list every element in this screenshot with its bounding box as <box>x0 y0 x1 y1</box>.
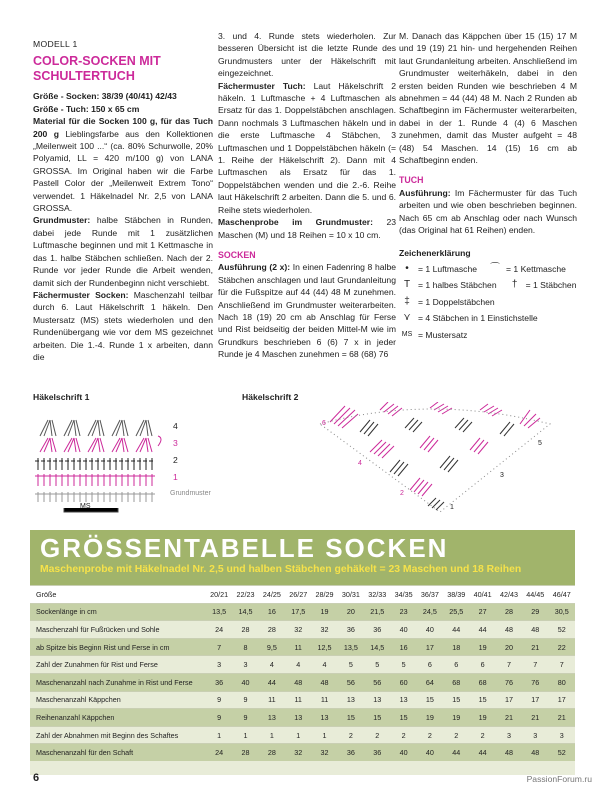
table-cell: 32 <box>285 744 311 761</box>
shawl-execution-text: Im Fächermuster für das Tuch arbeiten und wie oben beschrieben beginnen. Nach 65 cm ab Anschlag oder nach Wunsch (das Original hat 61 Reihen) enden. <box>399 187 578 236</box>
row-label: ab Spitze bis Beginn Rist und Ferse in cm <box>30 638 206 656</box>
table-cell: 13 <box>259 709 285 727</box>
table-cell: 29 <box>522 603 548 621</box>
table-cell: 20/21 <box>206 586 232 604</box>
double-crochet-icon: † <box>511 279 518 291</box>
table-cell: 23 <box>390 603 416 621</box>
column-3 <box>399 30 577 341</box>
table-cell: 24 <box>206 621 232 639</box>
fan-pattern-shawl-label: Fächermuster Tuch: <box>218 80 306 91</box>
table-cell: 26/27 <box>285 586 311 604</box>
legend-title: Zeichenerklärung <box>399 247 471 258</box>
diagram-2-row-3: 3 <box>500 472 504 479</box>
table-cell: 34/35 <box>390 586 416 604</box>
table-cell: 40 <box>232 673 258 691</box>
table-cell: 19 <box>417 709 443 727</box>
table-cell: 48 <box>496 621 522 639</box>
table-cell: 52 <box>548 744 575 761</box>
table-cell: 9 <box>232 691 258 709</box>
table-cell: 7 <box>496 656 522 674</box>
legend-item-double: † = 1 Stäbchen <box>507 279 577 291</box>
table-cell: 6 <box>469 656 495 674</box>
table-cell: 17,5 <box>285 603 311 621</box>
row-label: Maschenanzahl Käppchen <box>30 691 206 709</box>
table-cell: 13,5 <box>206 603 232 621</box>
table-cell: 4 <box>259 656 285 674</box>
table-cell: 19 <box>311 603 337 621</box>
fan-pattern-socks-text: Maschenzahl teilbar durch 6. Laut Häkelschrift 1 häkeln. Den Mustersatz (MS) stets wiederholen und den Rundenübergang wie vor dem MS gezeichnet arbeiten. Die 1.-4. Runde 1 x arbeiten, dann die <box>33 289 214 362</box>
table-cell: 13 <box>364 691 390 709</box>
table-row <box>30 656 575 674</box>
fan-pattern-socks-label: Fächermuster Socken: <box>33 289 129 300</box>
diagram-2-row-1: 1 <box>450 504 454 511</box>
table-cell: 48 <box>496 744 522 761</box>
shawl-execution-label: Ausführung: <box>399 187 451 198</box>
table-cell: 7 <box>522 656 548 674</box>
diagram-1-row-1: 1 <box>173 472 178 482</box>
table-cell: 1 <box>232 726 258 744</box>
diagram-2-row-2: 2 <box>400 490 404 497</box>
table-cell: 16 <box>390 638 416 656</box>
table-cell: 5 <box>338 656 364 674</box>
table-cell: 56 <box>338 673 364 691</box>
chain-stitch-icon: • <box>405 262 409 274</box>
basic-pattern-label: Grundmuster: <box>33 215 91 226</box>
table-cell: 42/43 <box>496 586 522 604</box>
table-cell: 13,5 <box>338 638 364 656</box>
diagram-2-title: Häkelschrift 2 <box>242 392 299 402</box>
table-row <box>30 673 575 691</box>
table-cell: 46/47 <box>548 586 575 604</box>
table-cell: 2 <box>417 726 443 744</box>
table-cell: 17 <box>548 691 575 709</box>
table-cell: 30,5 <box>548 603 575 621</box>
row-label: Reihenanzahl Käppchen <box>30 709 206 727</box>
fan-stitch-icon: ⋎ <box>403 312 411 324</box>
table-cell: 5 <box>390 656 416 674</box>
table-cell: 40 <box>390 744 416 761</box>
slip-stitch-icon: ⌒ <box>490 262 500 274</box>
table-cell: 11 <box>285 691 311 709</box>
table-cell: 36 <box>338 621 364 639</box>
crochet-chart-2 <box>310 402 560 517</box>
legend-item-half-double: T = 1 halbes Stäbchen <box>399 279 497 291</box>
table-cell: 60 <box>390 673 416 691</box>
table-cell: 19 <box>469 638 495 656</box>
shawl-heading: TUCH <box>399 175 424 186</box>
diagram-1-row-4: 4 <box>173 421 178 431</box>
table-cell: 1 <box>259 726 285 744</box>
table-cell: 28 <box>259 744 285 761</box>
diagram-1-base-label: Grundmuster <box>170 490 211 497</box>
table-cell: 13 <box>285 709 311 727</box>
page-title: COLOR-SOCKEN MIT SCHULTERTUCH <box>33 54 161 84</box>
table-cell: 2 <box>364 726 390 744</box>
size-table <box>30 530 575 775</box>
table-cell: 2 <box>338 726 364 744</box>
table-cell: 40 <box>390 621 416 639</box>
table-cell: 20 <box>338 603 364 621</box>
table-cell: 11 <box>285 638 311 656</box>
table-cell: 3 <box>232 656 258 674</box>
table-cell: 21 <box>496 709 522 727</box>
size-shawl: Größe - Tuch: 150 x 65 cm <box>33 103 140 114</box>
table-cell: 16 <box>259 603 285 621</box>
crochet-chart-1 <box>30 406 230 516</box>
table-cell: 32/33 <box>364 586 390 604</box>
table-cell: 9,5 <box>259 638 285 656</box>
table-cell: 28 <box>232 621 258 639</box>
table-cell: 40/41 <box>469 586 495 604</box>
diagram-1-row-3: 3 <box>173 438 178 448</box>
table-cell: 76 <box>522 673 548 691</box>
watermark: PassionForum.ru <box>526 774 592 784</box>
table-cell: 24 <box>206 744 232 761</box>
table-cell: 1 <box>311 726 337 744</box>
material-text: Lieblingsfarbe aus den Kollektionen „Meilenweit 100 ...“ (ca. 80% Schurwolle, 20% Polyamid, LL = 420 m/100 g) von LANA GROSSA. Im Original haben wir die Farbe Pastell Color der „Meilenweit Extrem Tono“ verwendet. 1 Häkelnadel Nr. 2,5 von LANA GROSSA. <box>33 128 214 214</box>
column-2 <box>218 30 396 361</box>
table-cell: 25,5 <box>443 603 469 621</box>
table-row <box>30 691 575 709</box>
table-cell: 68 <box>443 673 469 691</box>
table-row <box>30 638 575 656</box>
fan-pattern-shawl-text: Laut Häkelschrift 2 häkeln. 1 Luftmasche + 4 Luftmaschen als Ersatz für das 1. Doppelstäbchen anschlagen. Dann nochmals 3 Luftmaschen häkeln und in die erste Luftmasche 4 Stäbchen, 3 Luftmaschen und 1 Doppelstäbchen häkeln (= 1. Reihe der Häkelschrift 2). Dann mit 4 Luftmaschen als Ersatz für das 1. Doppelstäbchen wenden und die 2.-6. Reihe laut Häkelschrift 2 arbeiten. Dann die 5. und 6. Reihe stets wiederholen. <box>218 80 397 215</box>
table-cell: 9 <box>206 691 232 709</box>
table-cell: 2 <box>443 726 469 744</box>
legend-item-chain: • = 1 Luftmasche <box>399 263 477 275</box>
continuation-text: M. Danach das Käppchen über 15 (15) 17 M und 19 (19) 21 hin- und hergehenden Reihen laut Grundanleitung arbeiten. Anschließend im Grundmuster weiterhäkeln, dabei in den ersten beiden Runden wie beschrieben 4 M abnehmen = 44 (44) 48 M. Nach 2 Runden ab Schaftbeginn im Fächermuster weiterarbeiten, dabei in der 1. Runde 4 (4) 6 Maschen zunehmen, damit das Muster aufgeht = 48 (48) 54 Maschen. 14 (15) 16 cm ab Schaftbeginn enden. <box>399 31 577 166</box>
table-cell: 44 <box>259 673 285 691</box>
size-table-subtitle: Maschenprobe mit Häkelnadel Nr. 2,5 und halben Stäbchen gehäkelt = 23 Maschen und 18 Reihen <box>40 564 522 575</box>
table-cell: 48 <box>522 744 548 761</box>
table-cell: 36 <box>364 621 390 639</box>
diagram-1-row-2: 2 <box>173 455 178 465</box>
table-cell: 2 <box>469 726 495 744</box>
table-cell: 8 <box>232 638 258 656</box>
table-cell: 15 <box>417 691 443 709</box>
table-cell: 32 <box>285 621 311 639</box>
table-cell: 11 <box>259 691 285 709</box>
legend-item-repeat: MS = Mustersatz <box>399 329 467 341</box>
table-cell: 6 <box>443 656 469 674</box>
table-cell: 1 <box>285 726 311 744</box>
table-cell: 13 <box>311 709 337 727</box>
legend-item-treble: ‡ = 1 Doppelstäbchen <box>399 296 495 308</box>
row-label: Maschenanzahl nach Zunahme in Rist und Ferse <box>30 673 206 691</box>
table-header-row <box>30 586 575 604</box>
table-cell: 28 <box>232 744 258 761</box>
table-cell: 56 <box>364 673 390 691</box>
table-cell: 21 <box>522 638 548 656</box>
table-cell: 7 <box>206 638 232 656</box>
execution-text: In einen Fadenring 8 halbe Stäbchen anschlagen und laut Grundanleitung für die Fußspitze auf 44 (44) 48 M zunehmen. Anschließend im Grundmuster weiterarbeiten. Nach 18 (19) 20 cm ab Anschlag für Ferse und Rist beidseitig der beiden Mittel-M wie im Grundkurs beschrieben 6 (6) 7 x in jeder Runde je 4 Maschen zunehmen = 68 (68) 76 <box>218 262 396 360</box>
table-cell: 17 <box>496 691 522 709</box>
table-cell: 30/31 <box>338 586 364 604</box>
table-cell: 14,5 <box>364 638 390 656</box>
table-cell: 28 <box>259 621 285 639</box>
table-cell: 9 <box>232 709 258 727</box>
table-cell: 44/45 <box>522 586 548 604</box>
table-cell: 24,5 <box>417 603 443 621</box>
gauge-label: Maschenprobe im Grundmuster: <box>218 217 373 228</box>
table-cell: 5 <box>364 656 390 674</box>
table-row <box>30 744 575 761</box>
half-double-icon: T <box>403 279 411 291</box>
page-number: 6 <box>33 772 40 784</box>
table-cell: 40 <box>417 744 443 761</box>
table-cell: 17 <box>522 691 548 709</box>
table-cell: 14,5 <box>232 603 258 621</box>
table-row <box>30 709 575 727</box>
table-cell: 4 <box>311 656 337 674</box>
diagram-2-row-4: 4 <box>358 460 362 467</box>
table-cell: 80 <box>548 673 575 691</box>
size-table-grid <box>30 585 575 761</box>
table-cell: 3 <box>522 726 548 744</box>
table-cell: 19 <box>443 709 469 727</box>
table-cell: 28/29 <box>311 586 337 604</box>
diagram-1-title: Häkelschrift 1 <box>33 392 90 402</box>
table-cell: 15 <box>443 691 469 709</box>
intro-text: 3. und 4. Runde stets wiederholen. Zur besseren Übersicht ist die letzte Runde des Grundmusters unter der Häkelschrift mit eingezeichnet. <box>218 31 396 79</box>
table-cell: 22 <box>548 638 575 656</box>
table-cell: 36 <box>206 673 232 691</box>
table-cell: 15 <box>364 709 390 727</box>
model-number: MODELL 1 <box>33 39 78 49</box>
table-cell: 36/37 <box>417 586 443 604</box>
table-cell: 12,5 <box>311 638 337 656</box>
gauge-text: 23 Maschen (M) und 18 Reihen = 10 x 10 cm. <box>218 217 397 240</box>
table-cell: 52 <box>548 621 575 639</box>
table-cell: 9 <box>206 709 232 727</box>
table-cell: 21 <box>548 709 575 727</box>
table-cell: 38/39 <box>443 586 469 604</box>
socks-heading: SOCKEN <box>218 249 256 260</box>
table-cell: 13 <box>390 691 416 709</box>
table-row <box>30 621 575 639</box>
pattern-repeat-icon: MS <box>401 330 413 338</box>
size-table-header <box>30 530 575 585</box>
table-cell: 32 <box>311 621 337 639</box>
table-cell: 44 <box>469 621 495 639</box>
diagram-2-row-5: 5 <box>538 440 542 447</box>
row-label: Maschenanzahl für den Schaft <box>30 744 206 761</box>
legend-item-fan: ⋎ = 4 Stäbchen in 1 Einstichstelle <box>399 312 538 324</box>
crochet-diagrams <box>30 392 575 522</box>
row-label: Größe <box>30 586 206 604</box>
column-1 <box>33 30 213 363</box>
table-cell: 76 <box>496 673 522 691</box>
table-cell: 44 <box>443 744 469 761</box>
table-cell: 4 <box>285 656 311 674</box>
execution-label: Ausführung (2 x): <box>218 262 291 273</box>
legend-item-slip: ⌒ = 1 Kettmasche <box>487 263 566 275</box>
row-label: Zahl der Zunahmen für Rist und Ferse <box>30 656 206 674</box>
table-cell: 64 <box>417 673 443 691</box>
table-cell: 32 <box>311 744 337 761</box>
table-cell: 3 <box>496 726 522 744</box>
table-cell: 36 <box>338 744 364 761</box>
table-cell: 40 <box>417 621 443 639</box>
table-cell: 11 <box>311 691 337 709</box>
size-table-title: GRÖSSENTABELLE SOCKEN <box>40 533 449 563</box>
table-cell: 21,5 <box>364 603 390 621</box>
table-cell: 48 <box>311 673 337 691</box>
table-cell: 19 <box>469 709 495 727</box>
table-cell: 36 <box>364 744 390 761</box>
row-label: Maschenzahl für Fußrücken und Sohle <box>30 621 206 639</box>
table-cell: 20 <box>496 638 522 656</box>
diagram-2-row-6: 6 <box>322 420 326 427</box>
table-cell: 68 <box>469 673 495 691</box>
table-cell: 6 <box>417 656 443 674</box>
diagram-1-repeat-label: MS <box>80 503 91 510</box>
material-label: Material für die Socken 100 g, für das Tuch 200 g <box>33 116 213 139</box>
table-cell: 2 <box>390 726 416 744</box>
table-cell: 48 <box>285 673 311 691</box>
table-cell: 27 <box>469 603 495 621</box>
basic-pattern-text: halbe Stäbchen in Runden, dabei jede Runde mit 1 zusätzlichen Luftmasche beginnen und mit 1 Kettmasche in das 1. halbe Stäbchen schließen. Nach der 2. Runde vor jeder Runde die Arbeit wenden, damit sich der Rundenbeginn nicht verschiebt. <box>33 215 213 288</box>
table-cell: 13 <box>338 691 364 709</box>
table-cell: 15 <box>390 709 416 727</box>
table-cell: 15 <box>338 709 364 727</box>
table-cell: 21 <box>522 709 548 727</box>
table-cell: 1 <box>206 726 232 744</box>
table-cell: 3 <box>548 726 575 744</box>
table-cell: 17 <box>417 638 443 656</box>
table-cell: 24/25 <box>259 586 285 604</box>
table-cell: 15 <box>469 691 495 709</box>
table-cell: 3 <box>206 656 232 674</box>
table-cell: 28 <box>496 603 522 621</box>
table-cell: 44 <box>469 744 495 761</box>
row-label: Zahl der Abnahmen mit Beginn des Schaftes <box>30 726 206 744</box>
table-cell: 22/23 <box>232 586 258 604</box>
symbol-legend <box>399 247 577 341</box>
table-row <box>30 726 575 744</box>
table-cell: 18 <box>443 638 469 656</box>
table-cell: 48 <box>522 621 548 639</box>
size-socks: Größe - Socken: 38/39 (40/41) 42/43 <box>33 91 177 102</box>
row-label: Sockenlänge in cm <box>30 603 206 621</box>
table-cell: 7 <box>548 656 575 674</box>
treble-crochet-icon: ‡ <box>404 295 410 307</box>
table-cell: 44 <box>443 621 469 639</box>
table-row <box>30 603 575 621</box>
